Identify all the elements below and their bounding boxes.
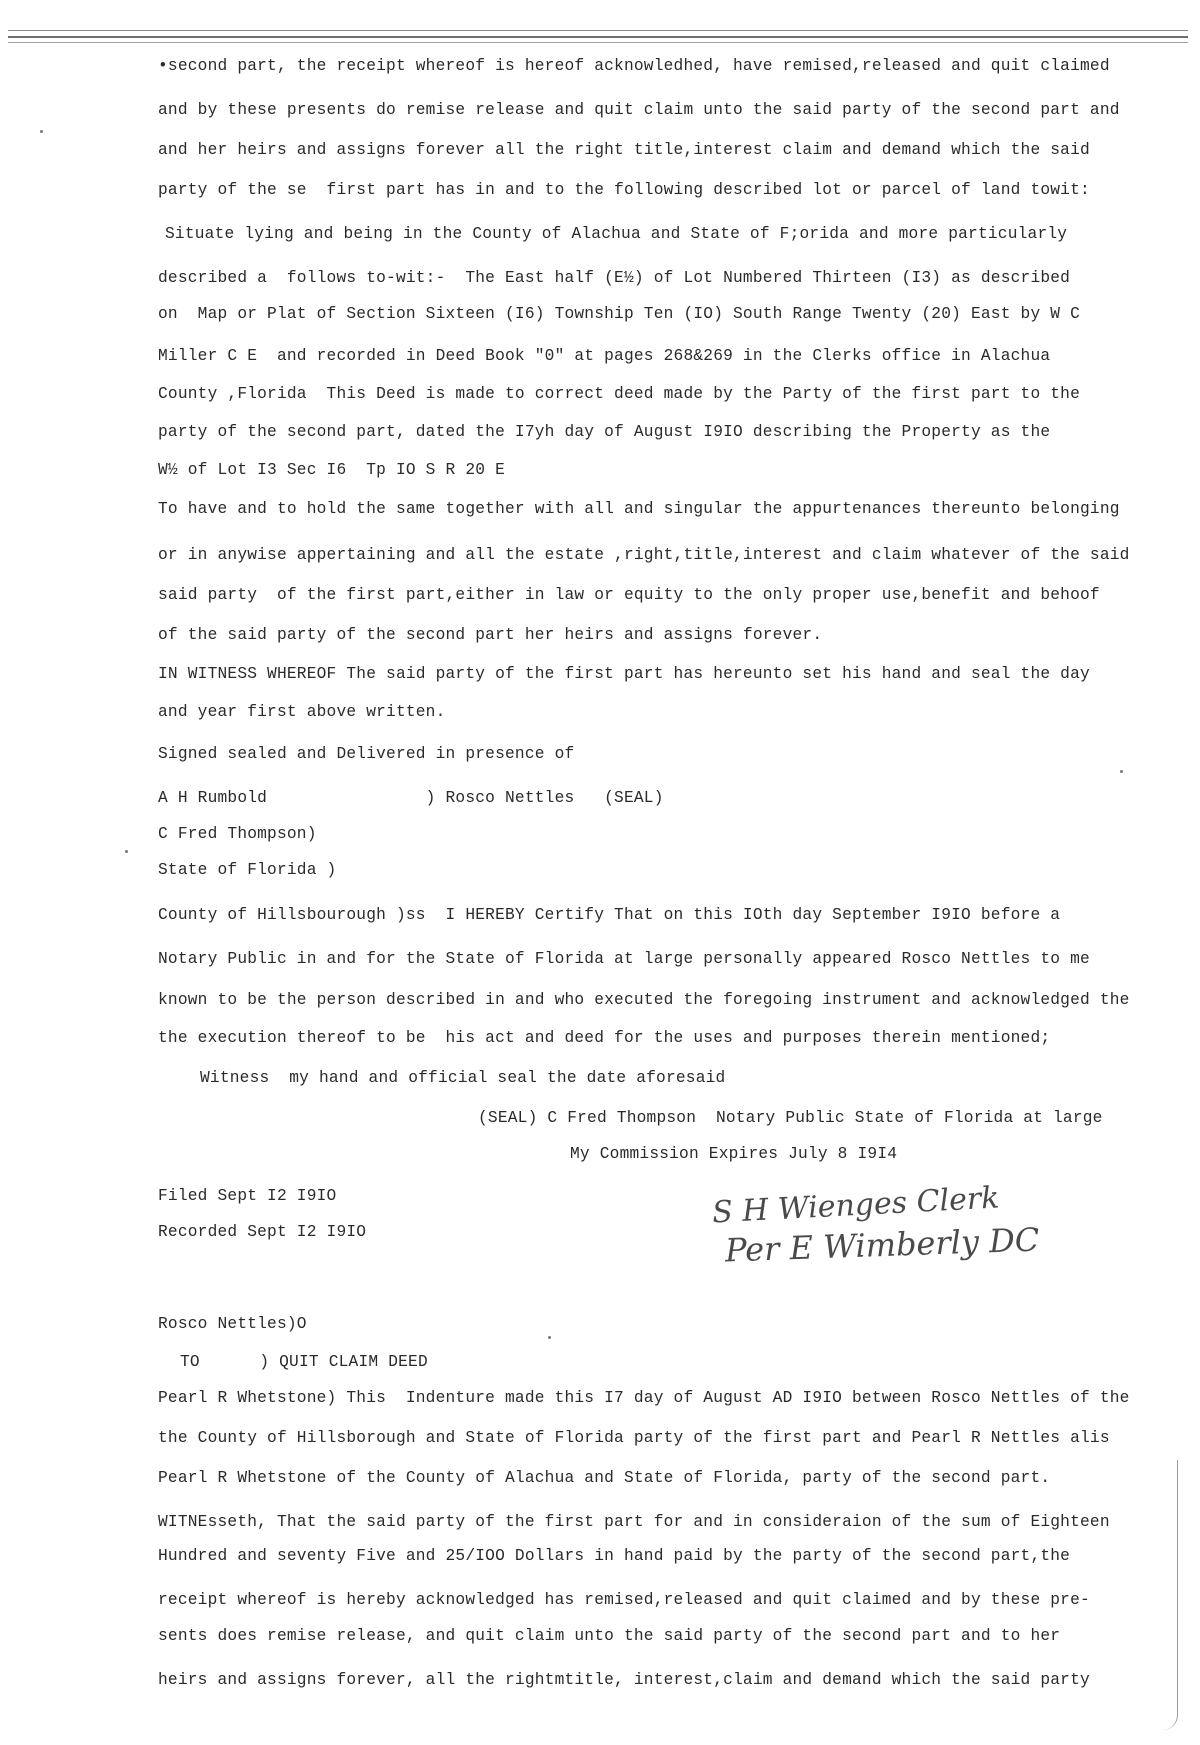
deed-text-line: Witness my hand and official seal the date aforesaid	[200, 1069, 726, 1087]
deed-text-line: •second part, the receipt whereof is hereof acknowledhed, have remised,released and quit claimed	[158, 57, 1110, 75]
deed-text-line: and year first above written.	[158, 703, 446, 721]
deed-text-line: of the said party of the second part her heirs and assigns forever.	[158, 626, 823, 644]
deed-text-line: A H Rumbold ) Rosco Nettles (SEAL)	[158, 789, 664, 807]
deed-text-line: Rosco Nettles)O	[158, 1315, 307, 1333]
deed-text-line: known to be the person described in and who executed the foregoing instrument and acknowledged the	[158, 991, 1130, 1009]
deed-text-line: party of the second part, dated the I7yh day of August I9IO describing the Property as the	[158, 423, 1051, 441]
top-rule	[8, 30, 1188, 31]
deed-text-line: County ,Florida This Deed is made to correct deed made by the Party of the first part to the	[158, 385, 1081, 403]
deed-text-line: or in anywise appertaining and all the estate ,right,title,interest and claim whatever of the said	[158, 546, 1130, 564]
deed-text-line: the execution thereof to be his act and deed for the uses and purposes therein mentioned;	[158, 1029, 1051, 1047]
deed-text-line: on Map or Plat of Section Sixteen (I6) Township Ten (IO) South Range Twenty (20) East by W C	[158, 305, 1081, 323]
deed-text-line: and by these presents do remise release and quit claim unto the said party of the second part and	[158, 101, 1120, 119]
clerk-signature: S H Wienges Clerk	[711, 1180, 1001, 1231]
deed-text-line: Situate lying and being in the County of Alachua and State of F;orida and more particularly	[165, 225, 1068, 243]
deed-text-line: party of the se first part has in and to the following described lot or parcel of land towit:	[158, 181, 1090, 199]
deed-text-line: Notary Public in and for the State of Florida at large personally appeared Rosco Nettles to me	[158, 950, 1090, 968]
deed-text-line: Recorded Sept I2 I9IO	[158, 1223, 367, 1241]
deed-text-line: Filed Sept I2 I9IO	[158, 1187, 337, 1205]
deed-text-line: County of Hillsbourough )ss I HEREBY Certify That on this IOth day September I9IO before a	[158, 906, 1061, 924]
deed-text-line: C Fred Thompson)	[158, 825, 317, 843]
deed-text-line: Pearl R Whetstone of the County of Alachua and State of Florida, party of the second part.	[158, 1469, 1051, 1487]
deed-text-line: sents does remise release, and quit claim unto the said party of the second part and to her	[158, 1627, 1061, 1645]
deed-text-line: and her heirs and assigns forever all the right title,interest claim and demand which the said	[158, 141, 1090, 159]
deed-text-line: TO ) QUIT CLAIM DEED	[180, 1353, 428, 1371]
page-edge-curve	[1163, 1460, 1178, 1730]
deed-text-line: heirs and assigns forever, all the rightmtitle, interest,claim and demand which the said party	[158, 1671, 1090, 1689]
deed-text-line: State of Florida )	[158, 861, 337, 879]
deed-text-line: (SEAL) C Fred Thompson Notary Public State of Florida at large	[478, 1109, 1103, 1127]
deed-text-line: IN WITNESS WHEREOF The said party of the first part has hereunto set his hand and seal the day	[158, 665, 1090, 683]
scan-speck	[548, 1336, 551, 1339]
deed-text-line: Signed sealed and Delivered in presence of	[158, 745, 575, 763]
deed-text-line: the County of Hillsborough and State of Florida party of the first part and Pearl R Nettles alis	[158, 1429, 1110, 1447]
deed-text-line: WITNEsseth, That the said party of the first part for and in consideraion of the sum of Eighteen	[158, 1513, 1110, 1531]
top-rule	[8, 42, 1188, 43]
scan-speck	[125, 850, 128, 853]
deed-text-line: Pearl R Whetstone) This Indenture made this I7 day of August AD I9IO between Rosco Nettles of the	[158, 1389, 1130, 1407]
deputy-clerk-signature: Per E Wimberly DC	[724, 1220, 1040, 1270]
scan-speck	[1120, 770, 1123, 773]
deed-text-line: Miller C E and recorded in Deed Book "0" at pages 268&269 in the Clerks office in Alachua	[158, 347, 1051, 365]
deed-text-line: described a follows to-wit:- The East half (E½) of Lot Numbered Thirteen (I3) as described	[158, 269, 1071, 287]
scan-speck	[40, 130, 43, 133]
top-rule	[8, 36, 1188, 38]
deed-text-line: said party of the first part,either in law or equity to the only proper use,benefit and behoof	[158, 586, 1100, 604]
deed-text-line: receipt whereof is hereby acknowledged has remised,released and quit claimed and by these pre-	[158, 1591, 1090, 1609]
deed-text-line: W½ of Lot I3 Sec I6 Tp IO S R 20 E	[158, 461, 505, 479]
deed-text-line: To have and to hold the same together with all and singular the appurtenances thereunto belonging	[158, 500, 1120, 518]
deed-text-line: My Commission Expires July 8 I9I4	[570, 1145, 898, 1163]
deed-text-line: Hundred and seventy Five and 25/IOO Dollars in hand paid by the party of the second part,the	[158, 1547, 1071, 1565]
